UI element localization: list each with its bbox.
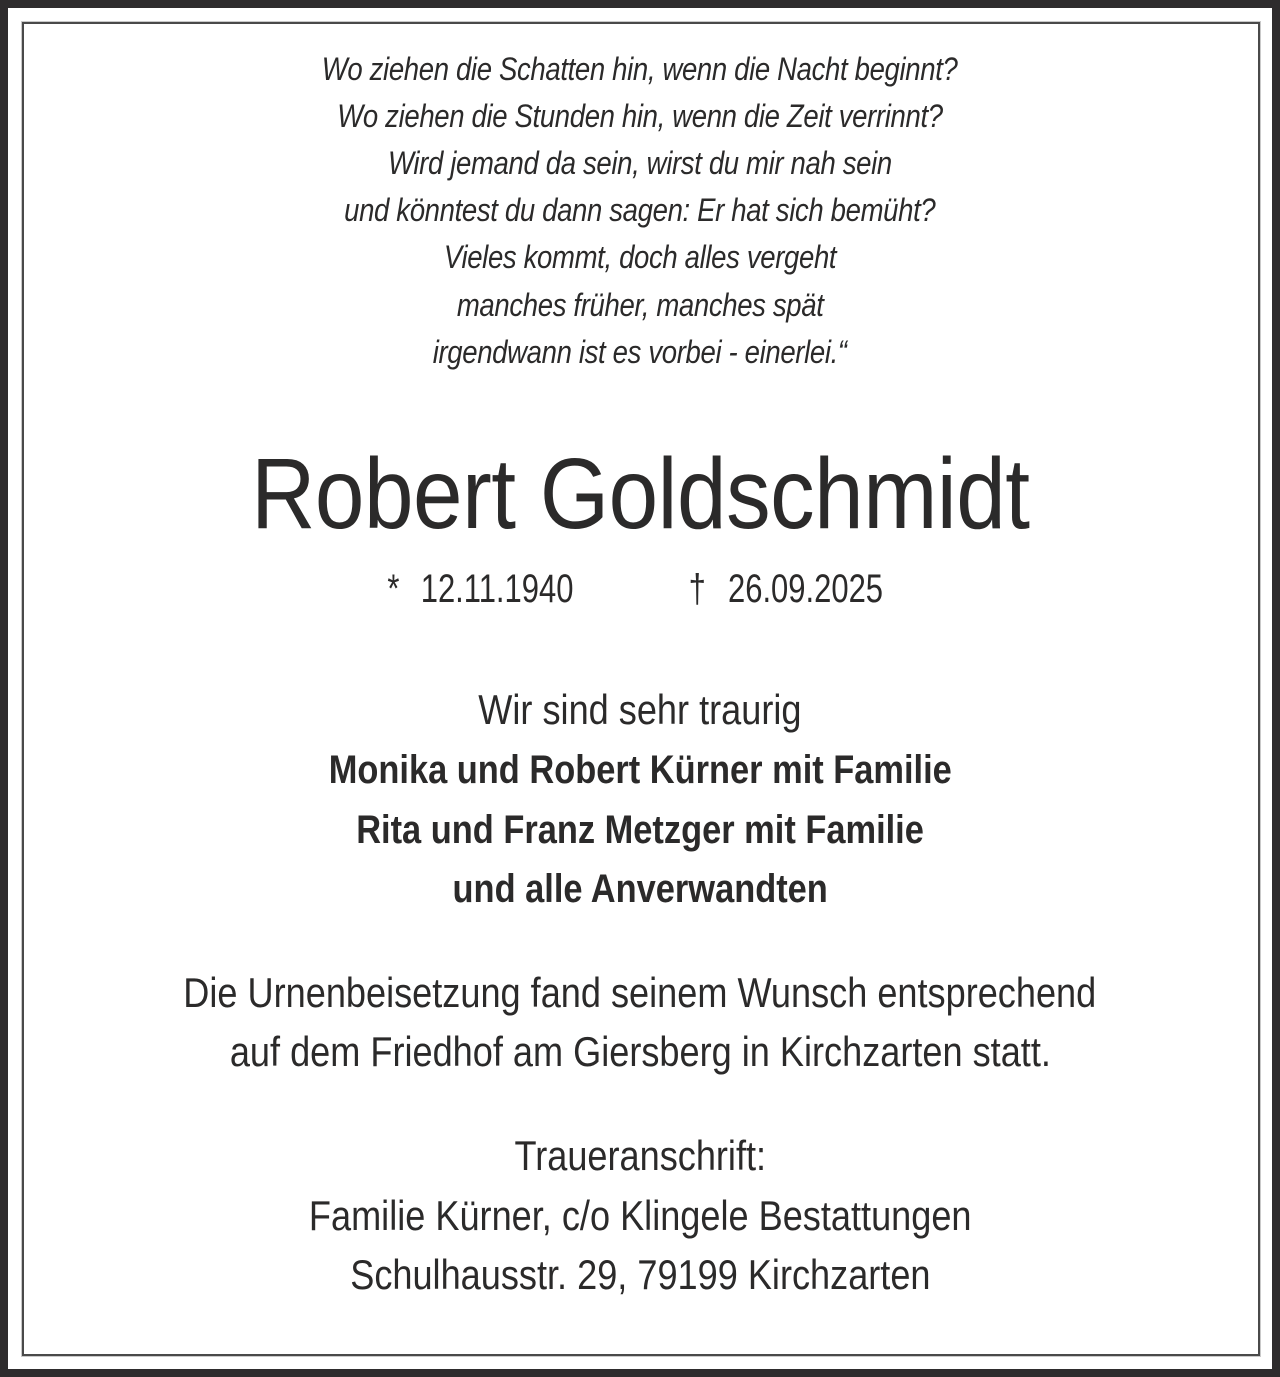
mourner-name: Monika und Robert Kürner mit Familie [328, 748, 952, 792]
mourner-name: und alle Anverwandten [452, 867, 828, 911]
mourner-name: Rita und Franz Metzger mit Familie [356, 808, 924, 852]
burial-notice-line: Die Urnenbeisetzung fand seinem Wunsch entsprechend [183, 969, 1097, 1016]
burial-notice-line: auf dem Friedhof am Giersberg in Kirchzarten statt. [229, 1028, 1051, 1075]
poem-line: Wo ziehen die Schatten hin, wenn die Nacht beginnt? [322, 51, 958, 87]
poem-line: Vieles kommt, doch alles vergeht [443, 239, 837, 275]
deceased-name: Robert Goldschmidt [250, 438, 1030, 550]
death-date: 26.09.2025 [727, 567, 883, 611]
poem-line: irgendwann ist es vorbei - einerlei.“ [432, 334, 848, 370]
life-dates [0, 569, 1280, 609]
address-line: Familie Kürner, c/o Klingele Bestattungen [308, 1192, 972, 1239]
birth-date: 12.11.1940 [420, 567, 574, 611]
mourning-intro: Wir sind sehr traurig [478, 686, 802, 733]
poem-line: Wird jemand da sein, wirst du mir nah sein [388, 145, 892, 181]
death-cross-icon: † [688, 567, 707, 611]
address-line: Schulhausstr. 29, 79199 Kirchzarten [349, 1251, 931, 1298]
poem-line: manches früher, manches spät [456, 287, 824, 323]
poem-line: und könntest du dann sagen: Er hat sich bemüht? [344, 192, 936, 228]
address-label: Traueranschrift: [514, 1132, 766, 1179]
poem-line: Wo ziehen die Stunden hin, wenn die Zeit verrinnt? [337, 98, 943, 134]
birth-symbol: * [387, 567, 400, 611]
